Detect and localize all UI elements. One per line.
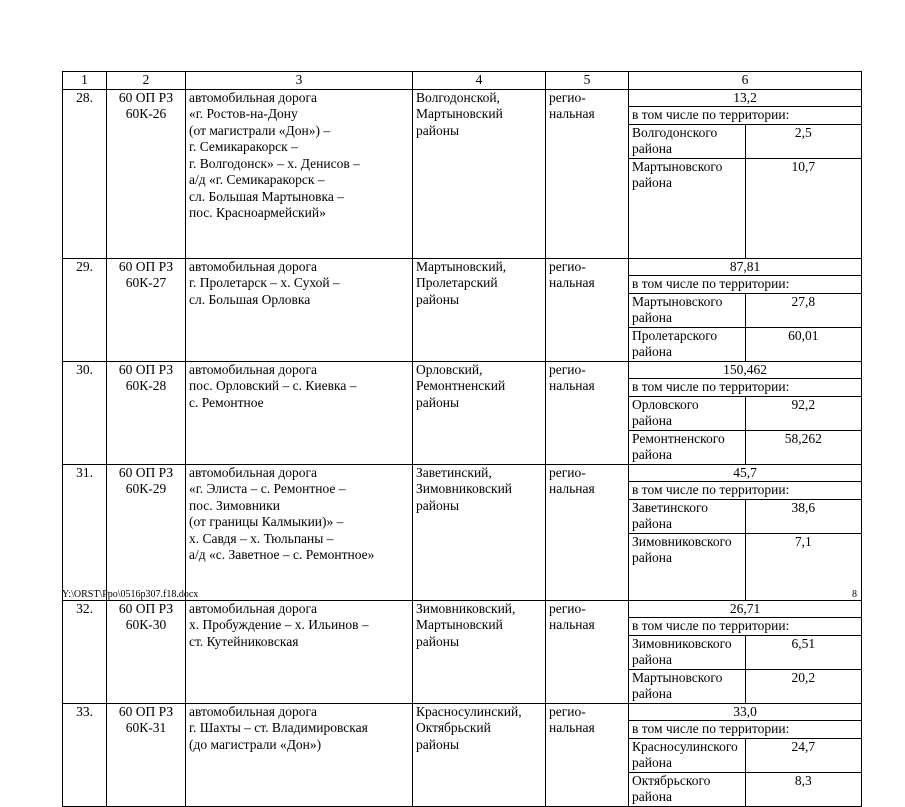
significance-line: регио- bbox=[549, 258, 586, 274]
name-line: «г. Элиста – с. Ремонтное – bbox=[189, 481, 346, 496]
district-length-value: 92,2 bbox=[745, 396, 861, 430]
districts-line: Мартыновский bbox=[416, 106, 503, 121]
row-number-cell bbox=[63, 361, 107, 464]
districts-line: Зимовниковский bbox=[416, 481, 513, 496]
significance-line: нальная bbox=[549, 378, 595, 393]
significance-line: регио- bbox=[549, 703, 586, 719]
significance-cell bbox=[546, 258, 629, 361]
row-number-cell bbox=[63, 600, 107, 703]
district-length-value: 58,262 bbox=[745, 430, 861, 464]
significance-line: нальная bbox=[549, 106, 595, 121]
districts-line: районы bbox=[416, 497, 460, 513]
code-line: 60 ОП РЗ bbox=[118, 600, 174, 616]
district-label: Волгодонского района bbox=[629, 124, 745, 158]
district-length-row bbox=[629, 327, 861, 361]
significance-line: регио- bbox=[549, 600, 586, 616]
subheader-label: в том числе по территории: bbox=[629, 276, 861, 294]
districts-line: районы bbox=[416, 633, 460, 649]
name-line: с. Ремонтное bbox=[189, 394, 264, 410]
subheader-label: в том числе по территории: bbox=[629, 618, 861, 636]
subheader-label: в том числе по территории: bbox=[629, 482, 861, 500]
significance-cell bbox=[546, 600, 629, 703]
districts-line: Ремонтненский bbox=[416, 378, 506, 393]
district-length-row bbox=[629, 533, 861, 567]
length-cell bbox=[629, 600, 862, 703]
significance-cell bbox=[546, 361, 629, 464]
name-line: а/д «с. Заветное – с. Ремонтное» bbox=[189, 547, 375, 562]
table-row bbox=[63, 258, 862, 361]
total-length: 33,0 bbox=[733, 703, 757, 719]
name-line: сл. Большая Орловка bbox=[189, 291, 311, 307]
length-breakdown bbox=[629, 259, 861, 361]
districts-line: Волгодонской, bbox=[416, 89, 500, 105]
name-line: г. Семикаракорск – bbox=[189, 139, 298, 154]
road-code-cell bbox=[107, 703, 186, 806]
name-line: (до магистрали «Дон») bbox=[189, 736, 322, 752]
length-breakdown bbox=[629, 601, 861, 703]
road-name-cell bbox=[186, 258, 413, 361]
row-number: 31. bbox=[76, 464, 93, 480]
row-number: 33. bbox=[76, 703, 93, 719]
district-label: Мартыновского района bbox=[629, 158, 745, 192]
name-line: автомобильная дорога bbox=[189, 89, 317, 105]
row-number: 28. bbox=[76, 89, 93, 105]
header-cell: 4 bbox=[413, 72, 546, 90]
districts-cell bbox=[413, 361, 546, 464]
name-line: а/д «г. Семикаракорск – bbox=[189, 172, 325, 187]
road-code-cell bbox=[107, 361, 186, 464]
code-line: 60К-27 bbox=[125, 275, 167, 290]
district-length-value: 24,7 bbox=[745, 738, 861, 772]
road-name-cell bbox=[186, 600, 413, 703]
road-code-cell bbox=[107, 600, 186, 703]
district-length-row bbox=[629, 124, 861, 158]
row-number: 32. bbox=[76, 600, 93, 616]
total-length: 13,2 bbox=[733, 89, 757, 105]
code-line: 60 ОП РЗ bbox=[118, 703, 174, 719]
district-label: Ремонтненского района bbox=[629, 430, 745, 464]
table-row bbox=[63, 361, 862, 464]
header-cell: 5 bbox=[546, 72, 629, 90]
significance-line: регио- bbox=[549, 89, 586, 105]
length-breakdown bbox=[629, 704, 861, 806]
district-label: Заветинского района bbox=[629, 499, 745, 533]
significance-cell bbox=[546, 703, 629, 806]
road-name-cell bbox=[186, 703, 413, 806]
districts-line: районы bbox=[416, 291, 460, 307]
district-label: Октябрьского района bbox=[629, 772, 745, 806]
name-line: х. Пробуждение – х. Ильинов – bbox=[189, 617, 369, 632]
district-length-row bbox=[629, 499, 861, 533]
district-label: Зимовниковского района bbox=[629, 533, 745, 567]
district-length-value: 60,01 bbox=[745, 327, 861, 361]
roads-table bbox=[62, 71, 862, 807]
districts-line: Заветинский, bbox=[416, 464, 492, 480]
district-length-row bbox=[629, 293, 861, 327]
district-length-row bbox=[629, 772, 861, 806]
name-line: г. Шахты – ст. Владимировская bbox=[189, 720, 368, 735]
code-line: 60К-26 bbox=[125, 106, 167, 121]
name-line: (от магистрали «Дон») – bbox=[189, 122, 331, 138]
road-code-cell bbox=[107, 89, 186, 258]
districts-line: районы bbox=[416, 122, 460, 138]
length-cell bbox=[629, 258, 862, 361]
subheader-label: в том числе по территории: bbox=[629, 379, 861, 397]
row-number-cell bbox=[63, 258, 107, 361]
district-label: Зимовниковского района bbox=[629, 635, 745, 669]
significance-cell bbox=[546, 89, 629, 258]
road-code-cell bbox=[107, 258, 186, 361]
subheader-label: в том числе по территории: bbox=[629, 107, 861, 125]
code-line: 60 ОП РЗ bbox=[118, 89, 174, 105]
table-header-row bbox=[63, 72, 862, 90]
name-line: (от границы Калмыкии)» – bbox=[189, 514, 344, 529]
row-number: 30. bbox=[76, 361, 93, 377]
district-length-row bbox=[629, 158, 861, 192]
districts-cell bbox=[413, 89, 546, 258]
code-line: 60 ОП РЗ bbox=[118, 464, 174, 480]
name-line: пос. Красноармейский» bbox=[189, 205, 326, 220]
district-length-row bbox=[629, 738, 861, 772]
district-length-value: 8,3 bbox=[745, 772, 861, 806]
districts-cell bbox=[413, 703, 546, 806]
districts-cell bbox=[413, 600, 546, 703]
name-line: г. Волгодонск» – х. Денисов – bbox=[189, 155, 360, 171]
road-name-cell bbox=[186, 361, 413, 464]
district-length-row bbox=[629, 669, 861, 703]
name-line: автомобильная дорога bbox=[189, 258, 317, 274]
districts-cell bbox=[413, 464, 546, 600]
row-number-cell bbox=[63, 89, 107, 258]
districts-line: Пролетарский bbox=[416, 275, 498, 290]
district-label: Красносулинского района bbox=[629, 738, 745, 772]
length-breakdown bbox=[629, 465, 861, 600]
districts-line: Орловский, bbox=[416, 361, 483, 377]
table-row bbox=[63, 703, 862, 806]
total-length: 26,71 bbox=[729, 600, 761, 616]
length-cell bbox=[629, 89, 862, 258]
district-length-row bbox=[629, 396, 861, 430]
subheader-label: в том числе по территории: bbox=[629, 721, 861, 739]
significance-line: нальная bbox=[549, 617, 595, 632]
road-code-cell bbox=[107, 464, 186, 600]
header-cell: 1 bbox=[63, 72, 107, 90]
name-line: сл. Большая Мартыновка – bbox=[189, 188, 345, 204]
table-row bbox=[63, 600, 862, 703]
total-length: 150,462 bbox=[723, 361, 767, 377]
district-label: Пролетарского района bbox=[629, 327, 745, 361]
row-number-cell bbox=[63, 464, 107, 600]
significance-line: регио- bbox=[549, 361, 586, 377]
row-number: 29. bbox=[76, 258, 93, 274]
header-cell: 2 bbox=[107, 72, 186, 90]
header-cell: 6 bbox=[629, 72, 862, 90]
district-label: Мартыновского района bbox=[629, 669, 745, 703]
code-line: 60 ОП РЗ bbox=[118, 258, 174, 274]
name-line: х. Савдя – х. Тюльпаны – bbox=[189, 530, 334, 546]
name-line: автомобильная дорога bbox=[189, 703, 317, 719]
file-path: Y:\ORST\Ppo\0516p307.f18.docx bbox=[62, 589, 199, 600]
district-length-value: 7,1 bbox=[745, 533, 861, 567]
districts-line: районы bbox=[416, 736, 460, 752]
name-line: ст. Кутейниковская bbox=[189, 633, 299, 649]
name-line: г. Пролетарск – х. Сухой – bbox=[189, 275, 340, 290]
code-line: 60 ОП РЗ bbox=[118, 361, 174, 377]
districts-line: Октябрьский bbox=[416, 720, 491, 735]
district-label: Мартыновского района bbox=[629, 293, 745, 327]
name-line: «г. Ростов-на-Дону bbox=[189, 106, 298, 121]
significance-line: нальная bbox=[549, 481, 595, 496]
length-breakdown bbox=[629, 362, 861, 464]
district-length-value: 20,2 bbox=[745, 669, 861, 703]
page-number: 8 bbox=[852, 589, 857, 600]
districts-line: Мартыновский, bbox=[416, 258, 507, 274]
significance-line: нальная bbox=[549, 275, 595, 290]
significance-line: регио- bbox=[549, 464, 586, 480]
districts-line: районы bbox=[416, 394, 460, 410]
district-label: Орловского района bbox=[629, 396, 745, 430]
table-row bbox=[63, 464, 862, 600]
length-breakdown bbox=[629, 90, 861, 258]
table-row bbox=[63, 89, 862, 258]
road-name-cell bbox=[186, 89, 413, 258]
name-line: автомобильная дорога bbox=[189, 464, 317, 480]
length-cell bbox=[629, 464, 862, 600]
districts-line: Зимовниковский, bbox=[416, 600, 516, 616]
road-name-cell bbox=[186, 464, 413, 600]
district-length-row bbox=[629, 430, 861, 464]
district-length-row bbox=[629, 635, 861, 669]
significance-cell bbox=[546, 464, 629, 600]
name-line: автомобильная дорога bbox=[189, 361, 317, 377]
header-cell: 3 bbox=[186, 72, 413, 90]
name-line: пос. Орловский – с. Киевка – bbox=[189, 378, 357, 393]
district-length-value: 27,8 bbox=[745, 293, 861, 327]
district-length-value: 6,51 bbox=[745, 635, 861, 669]
districts-line: Мартыновский bbox=[416, 617, 503, 632]
district-length-value: 2,5 bbox=[745, 124, 861, 158]
length-cell bbox=[629, 361, 862, 464]
code-line: 60К-31 bbox=[125, 720, 167, 735]
length-cell bbox=[629, 703, 862, 806]
row-number-cell bbox=[63, 703, 107, 806]
code-line: 60К-28 bbox=[125, 378, 167, 393]
name-line: пос. Зимовники bbox=[189, 497, 280, 513]
code-line: 60К-30 bbox=[125, 617, 167, 632]
districts-cell bbox=[413, 258, 546, 361]
district-length-value: 38,6 bbox=[745, 499, 861, 533]
significance-line: нальная bbox=[549, 720, 595, 735]
district-length-value: 10,7 bbox=[745, 158, 861, 192]
total-length: 87,81 bbox=[729, 258, 761, 274]
total-length: 45,7 bbox=[733, 464, 757, 480]
name-line: автомобильная дорога bbox=[189, 600, 317, 616]
districts-line: Красносулинский, bbox=[416, 703, 522, 719]
code-line: 60К-29 bbox=[125, 481, 167, 496]
